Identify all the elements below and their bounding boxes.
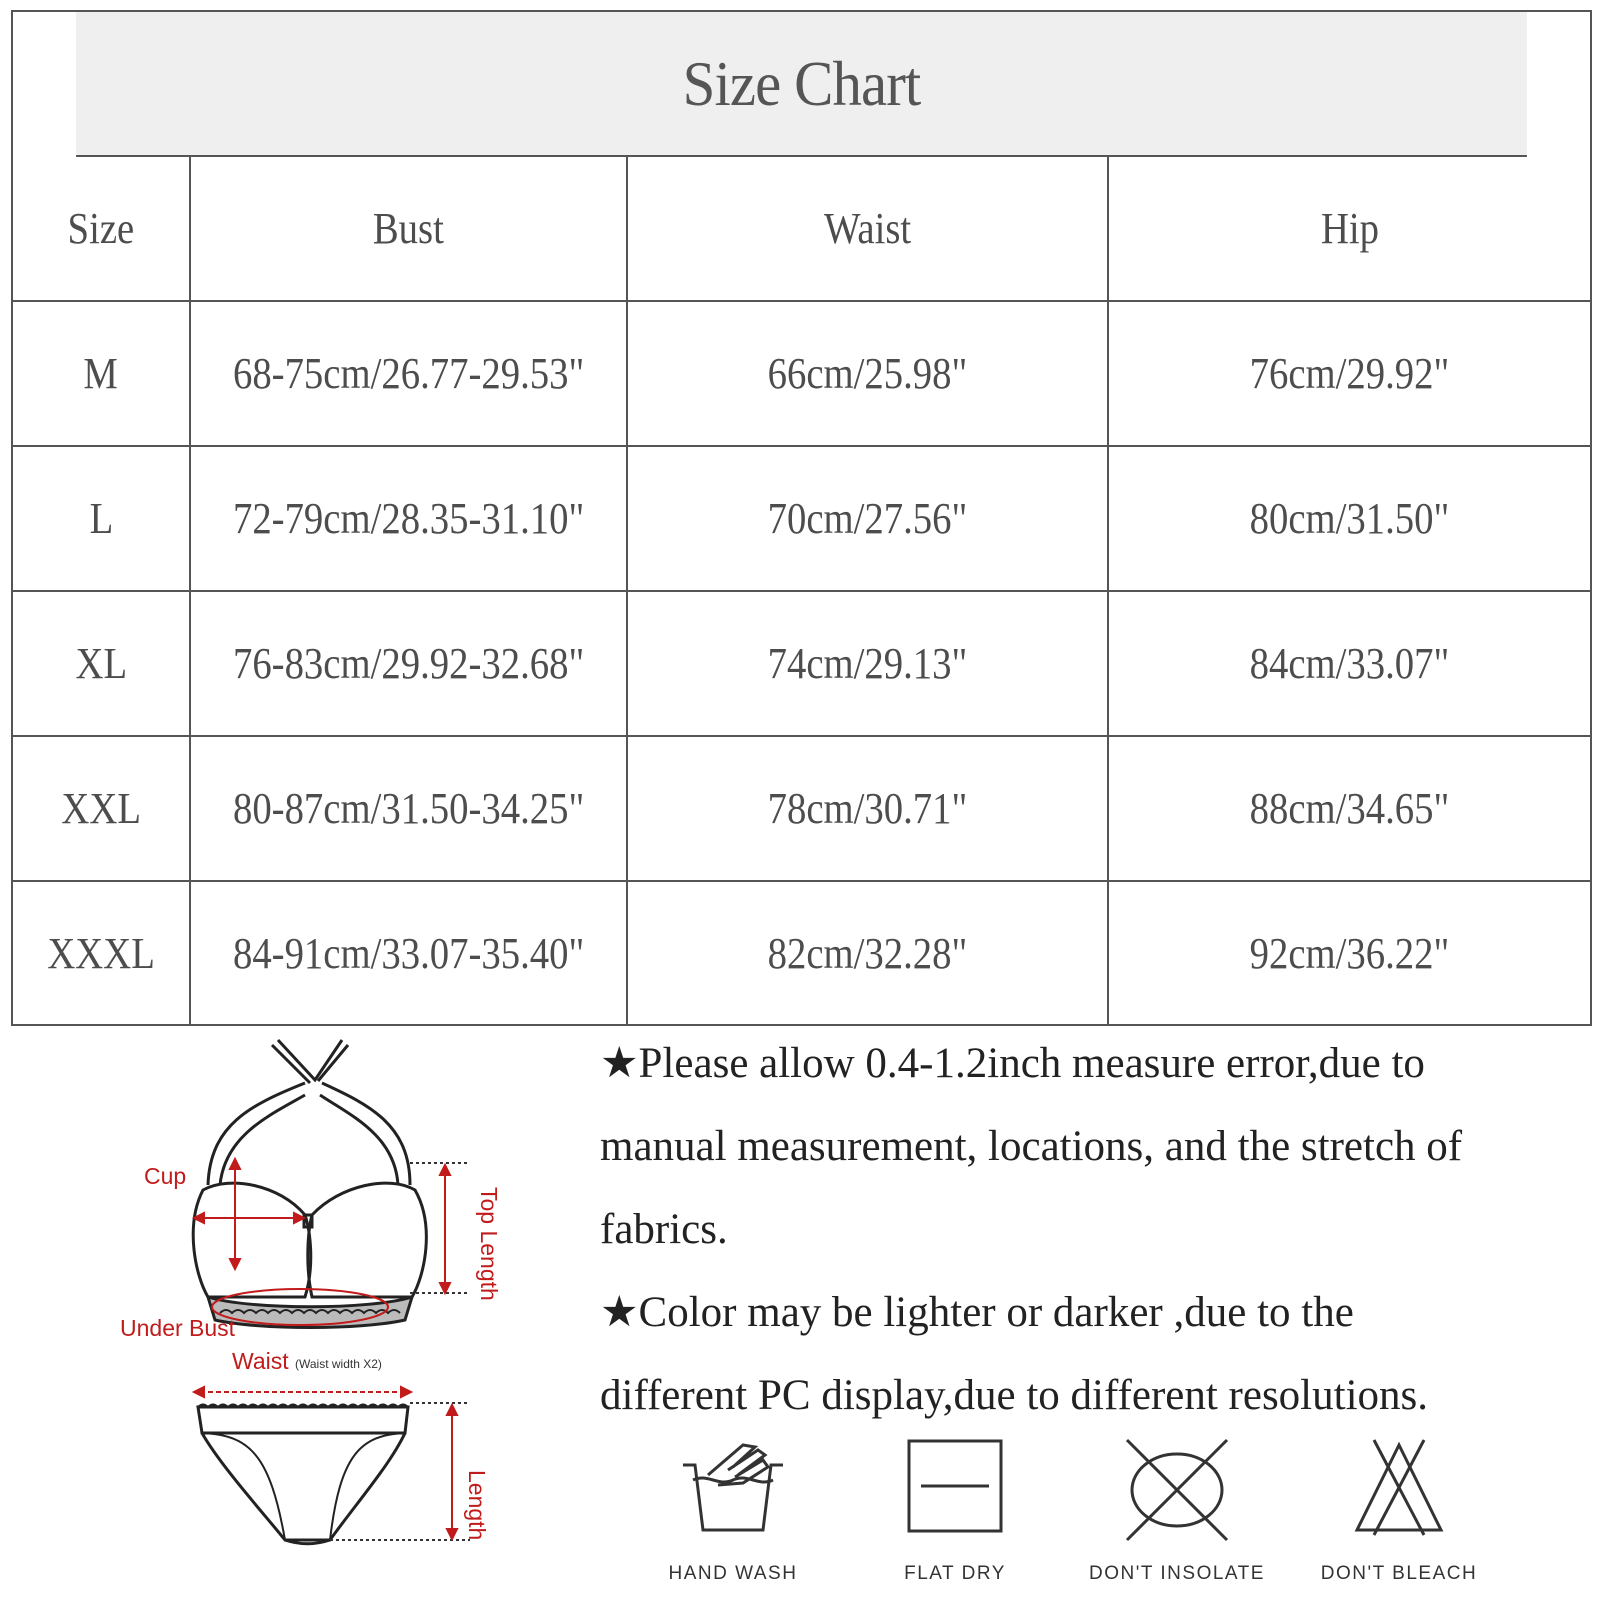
table-cell: 68-75cm/26.77-29.53"	[190, 301, 627, 446]
care-dont-bleach	[1304, 1435, 1494, 1600]
measurement-notes	[600, 1022, 1590, 1437]
dont-insolate-icon	[1117, 1435, 1237, 1545]
table-cell: 76-83cm/29.92-32.68"	[190, 591, 627, 736]
waist-label: Waist	[232, 1348, 289, 1374]
measurement-diagram	[100, 1035, 530, 1580]
table-cell: L	[13, 446, 190, 591]
header-cell: Waist	[627, 157, 1108, 301]
table-cell: M	[13, 301, 190, 446]
note-line: manual measurement, locations, and the stretch of	[600, 1123, 1463, 1170]
length-label: Length	[464, 1470, 490, 1541]
table-cell: 78cm/30.71"	[627, 736, 1108, 881]
table-header-row	[13, 157, 1590, 301]
table-cell: 82cm/32.28"	[627, 881, 1108, 1025]
table-cell: 80cm/31.50"	[1108, 446, 1590, 591]
care-flat-dry	[860, 1435, 1050, 1600]
note-line: fabrics.	[600, 1206, 728, 1253]
care-label: HAND WASH	[668, 1563, 798, 1584]
under-bust-label: Under Bust	[120, 1315, 236, 1341]
note-line: different PC display,due to different resolutions.	[600, 1372, 1429, 1419]
header-cell: Bust	[190, 157, 627, 301]
table-cell: 80-87cm/31.50-34.25"	[190, 736, 627, 881]
care-hand-wash	[638, 1435, 828, 1600]
table-row	[13, 591, 1590, 736]
table-row	[13, 301, 1590, 446]
size-table	[13, 157, 1590, 1025]
dont-bleach-icon	[1339, 1435, 1459, 1545]
cup-label: Cup	[144, 1163, 187, 1189]
care-label: DON'T INSOLATE	[1089, 1563, 1265, 1584]
table-cell: XXL	[13, 736, 190, 881]
table-cell: 66cm/25.98"	[627, 301, 1108, 446]
table-cell: 74cm/29.13"	[627, 591, 1108, 736]
header-cell: Size	[13, 157, 190, 301]
chart-title: Size Chart	[76, 12, 1527, 157]
table-row	[13, 736, 1590, 881]
note-line: ★Please allow 0.4-1.2inch measure error,due to	[600, 1040, 1425, 1087]
table-cell: XL	[13, 591, 190, 736]
care-label: FLAT DRY	[904, 1563, 1006, 1584]
size-chart	[11, 10, 1592, 1026]
flat-dry-icon	[895, 1435, 1015, 1545]
note-line: ★Color may be lighter or darker ,due to the	[600, 1289, 1354, 1336]
table-cell: 84-91cm/33.07-35.40"	[190, 881, 627, 1025]
table-cell: 84cm/33.07"	[1108, 591, 1590, 736]
waist-note-label: (Waist width X2)	[295, 1357, 382, 1371]
table-row	[13, 446, 1590, 591]
header-cell: Hip	[1108, 157, 1590, 301]
table-cell: 76cm/29.92"	[1108, 301, 1590, 446]
care-dont-insolate	[1082, 1435, 1272, 1600]
table-cell: 70cm/27.56"	[627, 446, 1108, 591]
table-row	[13, 881, 1590, 1025]
care-label: DON'T BLEACH	[1320, 1563, 1478, 1584]
table-cell: 92cm/36.22"	[1108, 881, 1590, 1025]
top-length-label: Top Length	[476, 1187, 502, 1301]
table-cell: 88cm/34.65"	[1108, 736, 1590, 881]
table-cell: 72-79cm/28.35-31.10"	[190, 446, 627, 591]
hand-wash-icon	[673, 1435, 793, 1545]
table-cell: XXXL	[13, 881, 190, 1025]
